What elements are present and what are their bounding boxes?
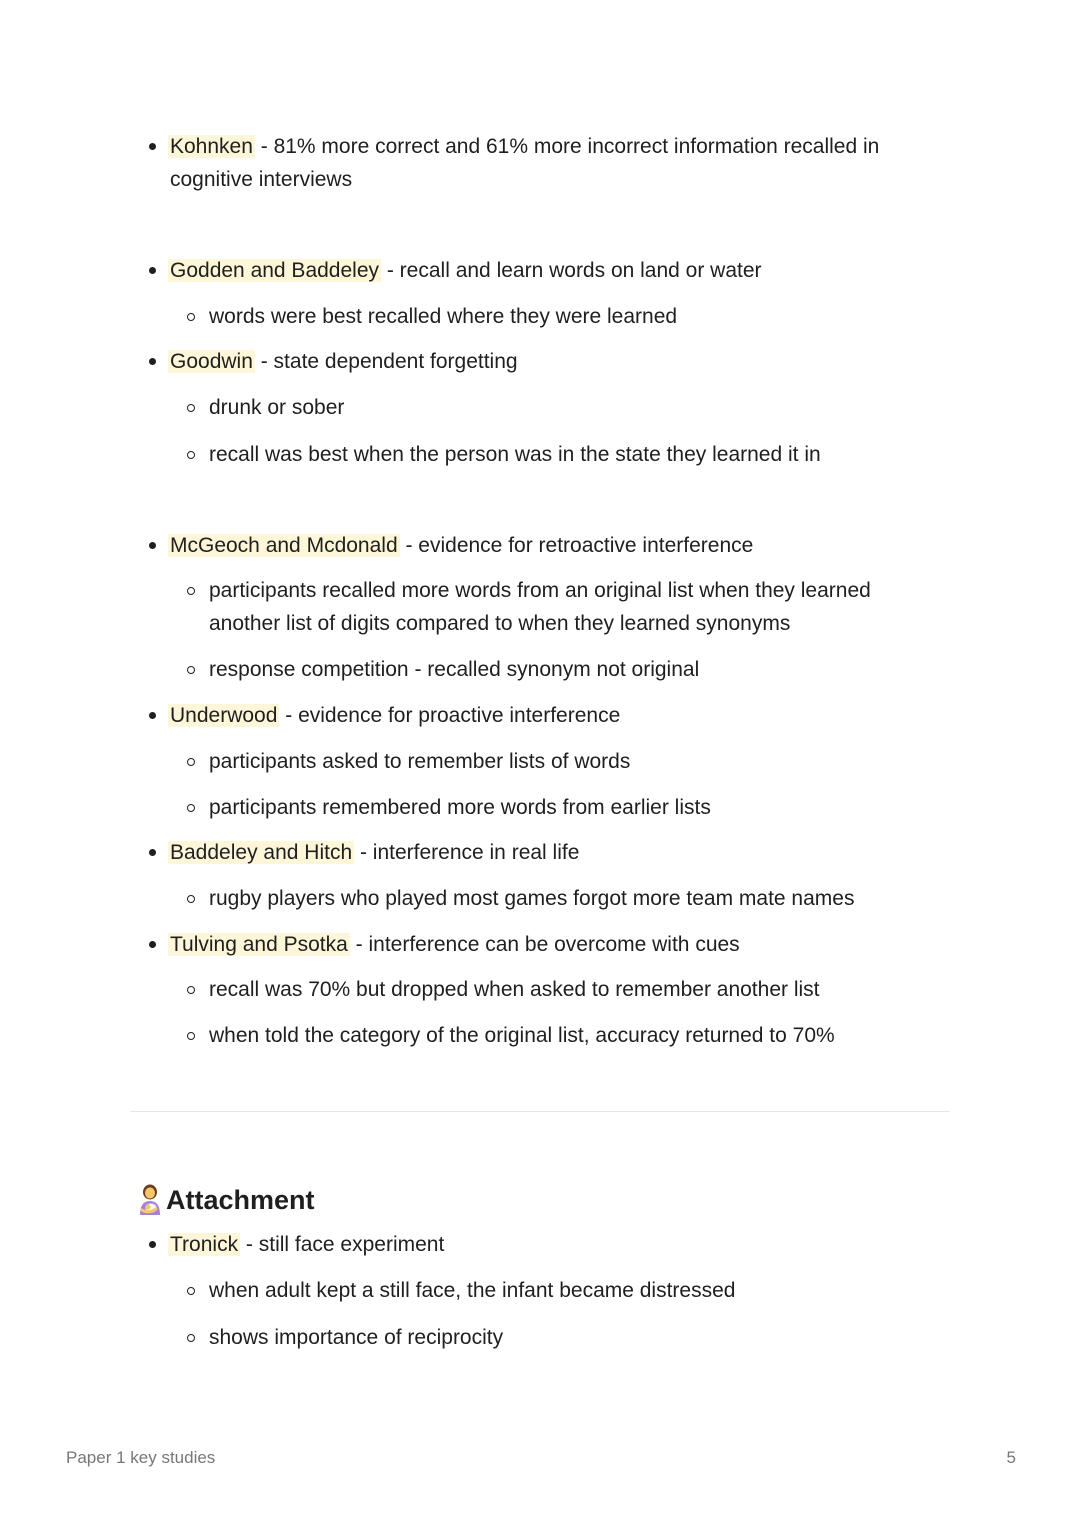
study-godden-baddeley bbox=[146, 254, 762, 287]
study-name: Godden and Baddeley bbox=[170, 259, 380, 282]
study-detail bbox=[185, 574, 905, 640]
study-finding: - recall and learn words on land or water bbox=[381, 259, 762, 282]
study-name: Tulving and Psotka bbox=[170, 933, 348, 956]
footer-title: Paper 1 key studies bbox=[66, 1448, 216, 1467]
study-tronick bbox=[146, 1228, 444, 1261]
study-finding: - evidence for retroactive interference bbox=[399, 534, 754, 557]
study-finding: - evidence for proactive interference bbox=[279, 704, 621, 727]
study-baddeley-hitch bbox=[146, 836, 579, 869]
study-name: McGeoch and Mcdonald bbox=[170, 534, 398, 557]
study-tulving-psotka bbox=[146, 928, 740, 961]
study-finding: - still face experiment bbox=[240, 1233, 445, 1256]
detail-text: shows importance of reciprocity bbox=[209, 1326, 504, 1349]
detail-text: participants asked to remember lists of words bbox=[209, 750, 631, 773]
study-kohnken bbox=[146, 130, 906, 196]
study-underwood bbox=[146, 699, 620, 732]
study-detail bbox=[185, 391, 344, 424]
study-detail bbox=[185, 1019, 835, 1052]
detail-text: participants recalled more words from an original list when they learned another list of digits compared to when they learned synonyms bbox=[209, 579, 871, 635]
study-detail bbox=[185, 745, 630, 778]
heading-text: Attachment bbox=[166, 1185, 315, 1215]
study-detail bbox=[185, 791, 711, 824]
page-number: 5 bbox=[1006, 1448, 1016, 1467]
detail-text: participants remembered more words from earlier lists bbox=[209, 796, 711, 819]
study-name: Baddeley and Hitch bbox=[170, 841, 353, 864]
section-heading-attachment bbox=[136, 1181, 315, 1219]
study-finding: - state dependent forgetting bbox=[254, 350, 518, 373]
study-finding: - interference can be overcome with cues bbox=[349, 933, 740, 956]
detail-text: rugby players who played most games forgot more team mate names bbox=[209, 887, 855, 910]
study-detail bbox=[185, 438, 821, 471]
detail-text: recall was 70% but dropped when asked to remember another list bbox=[209, 978, 820, 1001]
study-goodwin bbox=[146, 345, 518, 378]
study-name: Tronick bbox=[170, 1233, 239, 1256]
study-detail bbox=[185, 300, 677, 333]
study-detail bbox=[185, 1274, 735, 1307]
study-detail bbox=[185, 1321, 503, 1354]
section-divider bbox=[130, 1111, 950, 1112]
detail-text: recall was best when the person was in the state they learned it in bbox=[209, 443, 821, 466]
study-detail bbox=[185, 882, 854, 915]
study-mcgeoch-mcdonald bbox=[146, 529, 753, 562]
study-finding: - interference in real life bbox=[354, 841, 580, 864]
detail-text: when told the category of the original list, accuracy returned to 70% bbox=[209, 1024, 835, 1047]
detail-text: when adult kept a still face, the infant became distressed bbox=[209, 1279, 736, 1302]
study-detail bbox=[185, 653, 699, 686]
detail-text: response competition - recalled synonym not original bbox=[209, 658, 700, 681]
detail-text: words were best recalled where they were learned bbox=[209, 305, 678, 328]
study-detail bbox=[185, 973, 820, 1006]
woman-with-baby-icon bbox=[136, 1184, 164, 1216]
study-name: Kohnken bbox=[170, 135, 253, 158]
study-name: Underwood bbox=[170, 704, 278, 727]
study-name: Goodwin bbox=[170, 350, 253, 373]
study-finding: - 81% more correct and 61% more incorrect information recalled in cognitive interviews bbox=[170, 135, 880, 191]
detail-text: drunk or sober bbox=[209, 396, 345, 419]
